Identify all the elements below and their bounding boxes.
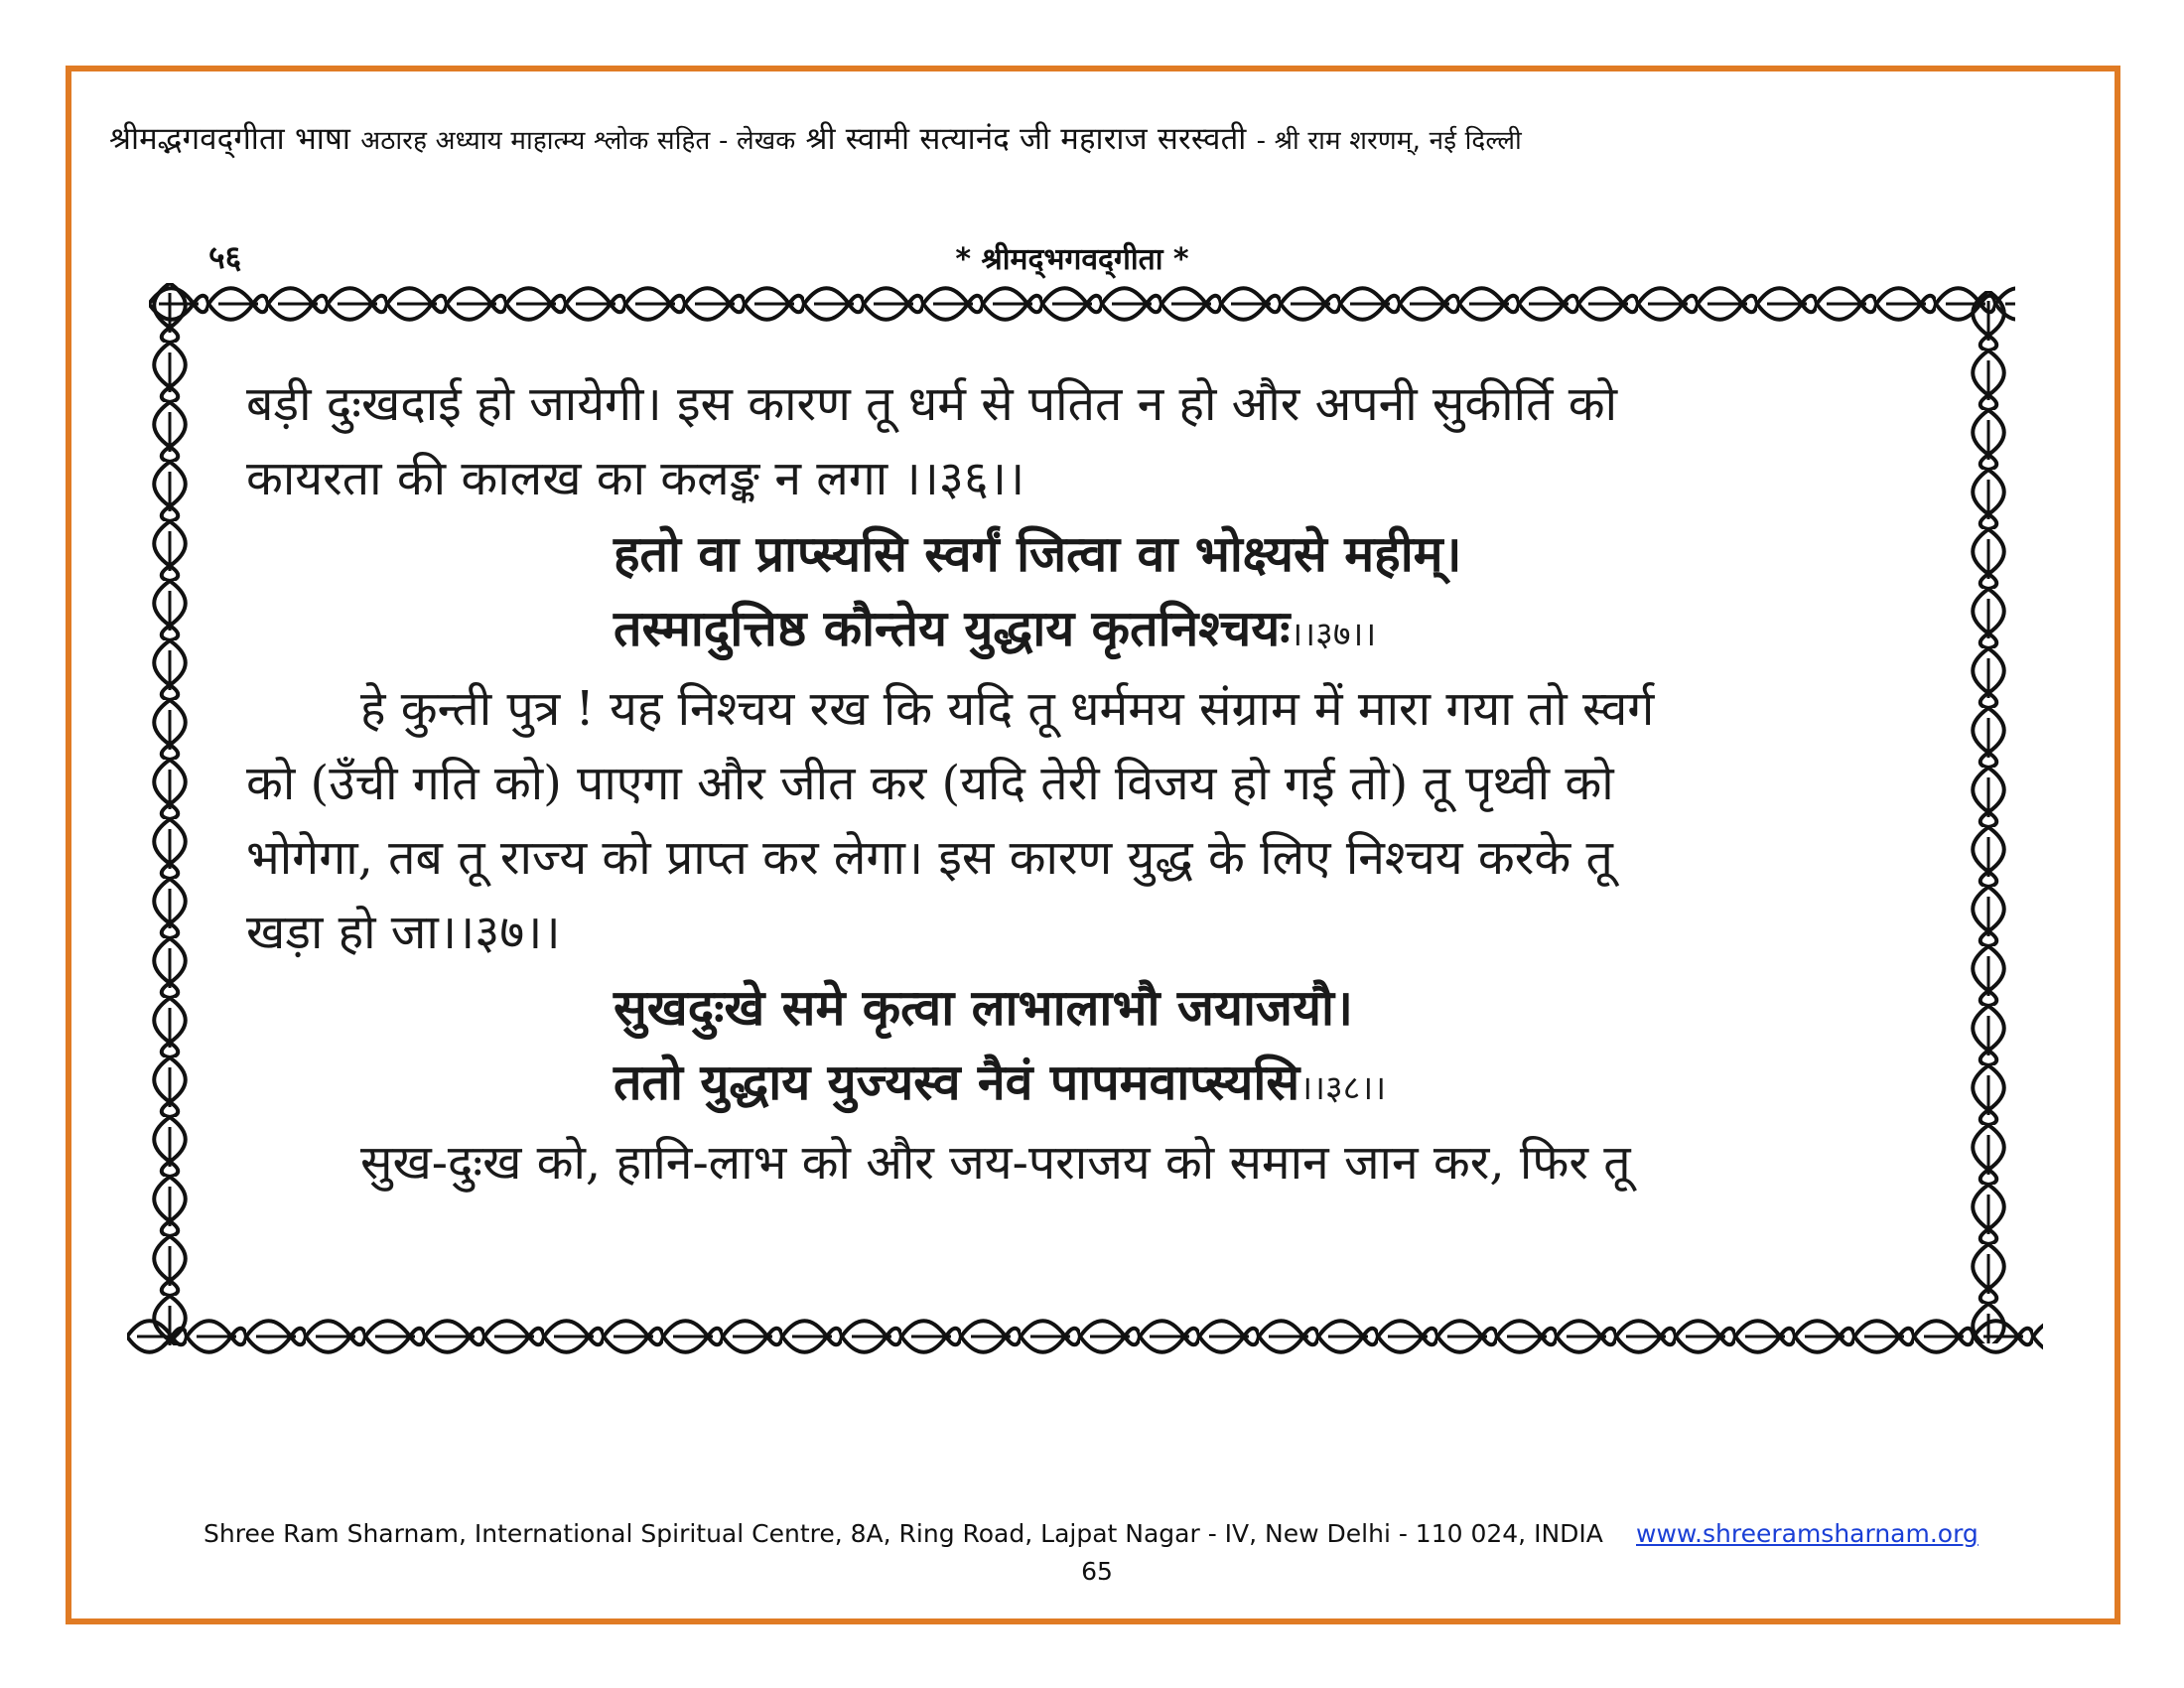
text-line: खड़ा हो जा।।३७।। <box>246 905 561 960</box>
scan-page-number: ५६ <box>208 238 242 276</box>
text-line: हे कुन्ती पुत्र ! यह निश्चय रख कि यदि तू धर्ममय संग्राम में मारा गया तो स्वर्ग <box>360 681 1655 737</box>
text-line: को (उँची गति को) पाएगा और जीत कर (यदि तेरी विजय हो गई तो) तू पृथ्वी को <box>246 756 1614 811</box>
verse-line: हतो वा प्राप्स्यसि स्वर्गं जित्वा वा भोक्ष्यसे महीम्। <box>614 524 1462 583</box>
text-line: भोगेगा, तब तू राज्य को प्राप्त कर लेगा। इस कारण युद्ध के लिए निश्चय करके तू <box>246 830 1613 886</box>
header-book-title: श्रीमद्भगवद्‌गीता भाषा <box>109 121 351 157</box>
verse-line: सुखदुःखे समे कृत्वा लाभालाभौ जयाजयौ। <box>614 978 1353 1037</box>
ornamental-border-bottom <box>127 1314 2043 1359</box>
text-line: सुख-दुःख को, हानि-लाभ को और जय-पराजय को समान जान कर, फिर तू <box>360 1135 1631 1191</box>
ornamental-border-left <box>147 283 193 1345</box>
verse-number: ।।३८।। <box>1299 1068 1387 1108</box>
commentary-text <box>246 367 1934 1200</box>
footer-address: Shree Ram Sharnam, International Spiritual Centre, 8A, Ring Road, Lajpat Nagar - IV, New Delhi - 110 024, INDIA <box>204 1519 1603 1548</box>
header-subtitle: अठारह अध्याय माहात्म्य श्लोक सहित - लेखक <box>360 126 796 156</box>
verse-37 <box>246 516 1934 672</box>
website-link[interactable]: www.shreeramsharnam.org <box>1636 1519 1979 1548</box>
header-publisher: - श्री राम शरणम्, नई दिल्ली <box>1256 126 1522 156</box>
header-author: श्री स्वामी सत्यानंद जी महाराज सरस्वती <box>805 121 1247 157</box>
footer-page-number: 65 <box>1081 1557 1113 1586</box>
ornamental-border-top <box>149 281 2015 327</box>
scan-book-title: * श्रीमद्‌भगवद्‌गीता * <box>955 242 1189 277</box>
text-line: कायरता की कालख का कलङ्क न लगा ।।३६।। <box>246 451 1025 506</box>
verse-line: तस्मादुत्तिष्ठ कौन्तेय युद्धाय कृतनिश्चयः <box>614 599 1291 657</box>
ornamental-border-right <box>1966 291 2011 1343</box>
paragraph-37 <box>246 672 1934 970</box>
scanned-page <box>119 223 2025 1405</box>
verse-line: ततो युद्धाय युज्यस्व नैवं पापमवाप्स्यसि <box>614 1053 1300 1111</box>
paragraph-36 <box>246 367 1934 516</box>
paragraph-38 <box>246 1126 1934 1200</box>
verse-number: ।।३७।। <box>1290 615 1377 654</box>
text-line: बड़ी दुःखदाई हो जायेगी। इस कारण तू धर्म से पतित न हो और अपनी सुकीर्ति को <box>246 376 1618 432</box>
running-header <box>109 117 2075 159</box>
verse-38 <box>246 970 1934 1126</box>
